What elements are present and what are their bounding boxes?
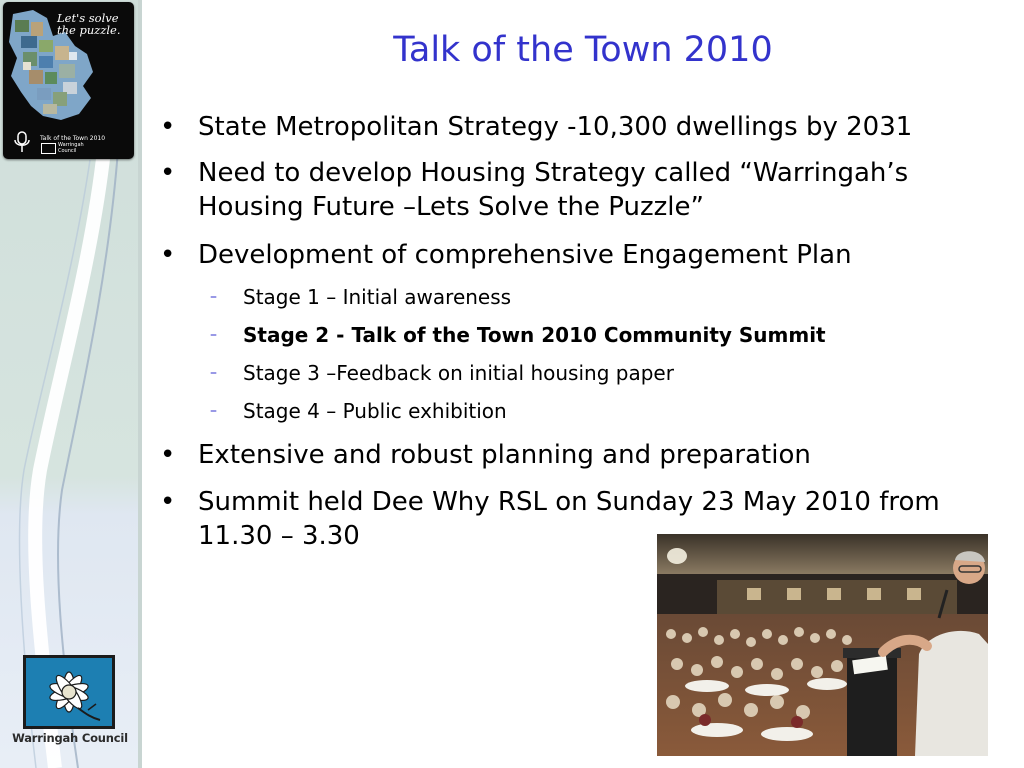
bullet-text: Need to develop Housing Strategy called “Warringah’s Housing Future –Lets Solve the Puzzle” (198, 158, 909, 222)
bullet-icon: • (160, 487, 176, 517)
bullet-icon: • (160, 158, 176, 188)
sub-bullet-item (160, 323, 826, 347)
bullet-item (160, 238, 852, 272)
bullet-text: Development of comprehensive Engagement Plan (198, 240, 852, 270)
bullet-item (160, 156, 1000, 224)
bullet-text: State Metropolitan Strategy -10,300 dwellings by 2031 (198, 112, 913, 142)
badge-tagline: Let's solve the puzzle. (57, 11, 121, 37)
microphone-icon (11, 130, 33, 154)
bullet-icon: • (160, 112, 176, 142)
badge-council-name: Warringah Council (58, 142, 84, 154)
summit-scene (657, 534, 988, 756)
sub-bullet-text: Stage 3 –Feedback on initial housing paper (243, 361, 674, 385)
dash-icon: – (210, 327, 217, 343)
dash-icon: – (210, 403, 217, 419)
bullet-icon: • (160, 240, 176, 270)
bullet-icon: • (160, 440, 176, 470)
campaign-badge (3, 2, 134, 159)
dash-icon: – (210, 289, 217, 305)
warringah-council-logo (8, 655, 132, 750)
sub-bullet-item (160, 399, 507, 423)
bullet-text: Summit held Dee Why RSL on Sunday 23 May 2010 from 11.30 – 3.30 (198, 487, 940, 551)
dash-icon: – (210, 365, 217, 381)
sub-bullet-text: Stage 4 – Public exhibition (243, 399, 507, 423)
logo-emblem (23, 655, 115, 729)
bullet-text: Extensive and robust planning and preparation (198, 440, 811, 470)
flannel-flower-icon (26, 658, 112, 726)
sub-bullet-item (160, 361, 674, 385)
bullet-item (160, 438, 811, 472)
bullet-item (160, 110, 912, 144)
summit-photo (657, 534, 988, 756)
sub-bullet-text: Stage 2 - Talk of the Town 2010 Community Summit (243, 323, 826, 347)
sub-bullet-item (160, 285, 511, 309)
logo-label: Warringah Council (12, 731, 128, 745)
sidebar (0, 0, 142, 768)
council-flower-icon (41, 143, 56, 154)
sub-bullet-text: Stage 1 – Initial awareness (243, 285, 512, 309)
badge-event-title: Talk of the Town 2010 (40, 135, 106, 142)
slide-title: Talk of the Town 2010 (393, 30, 773, 70)
